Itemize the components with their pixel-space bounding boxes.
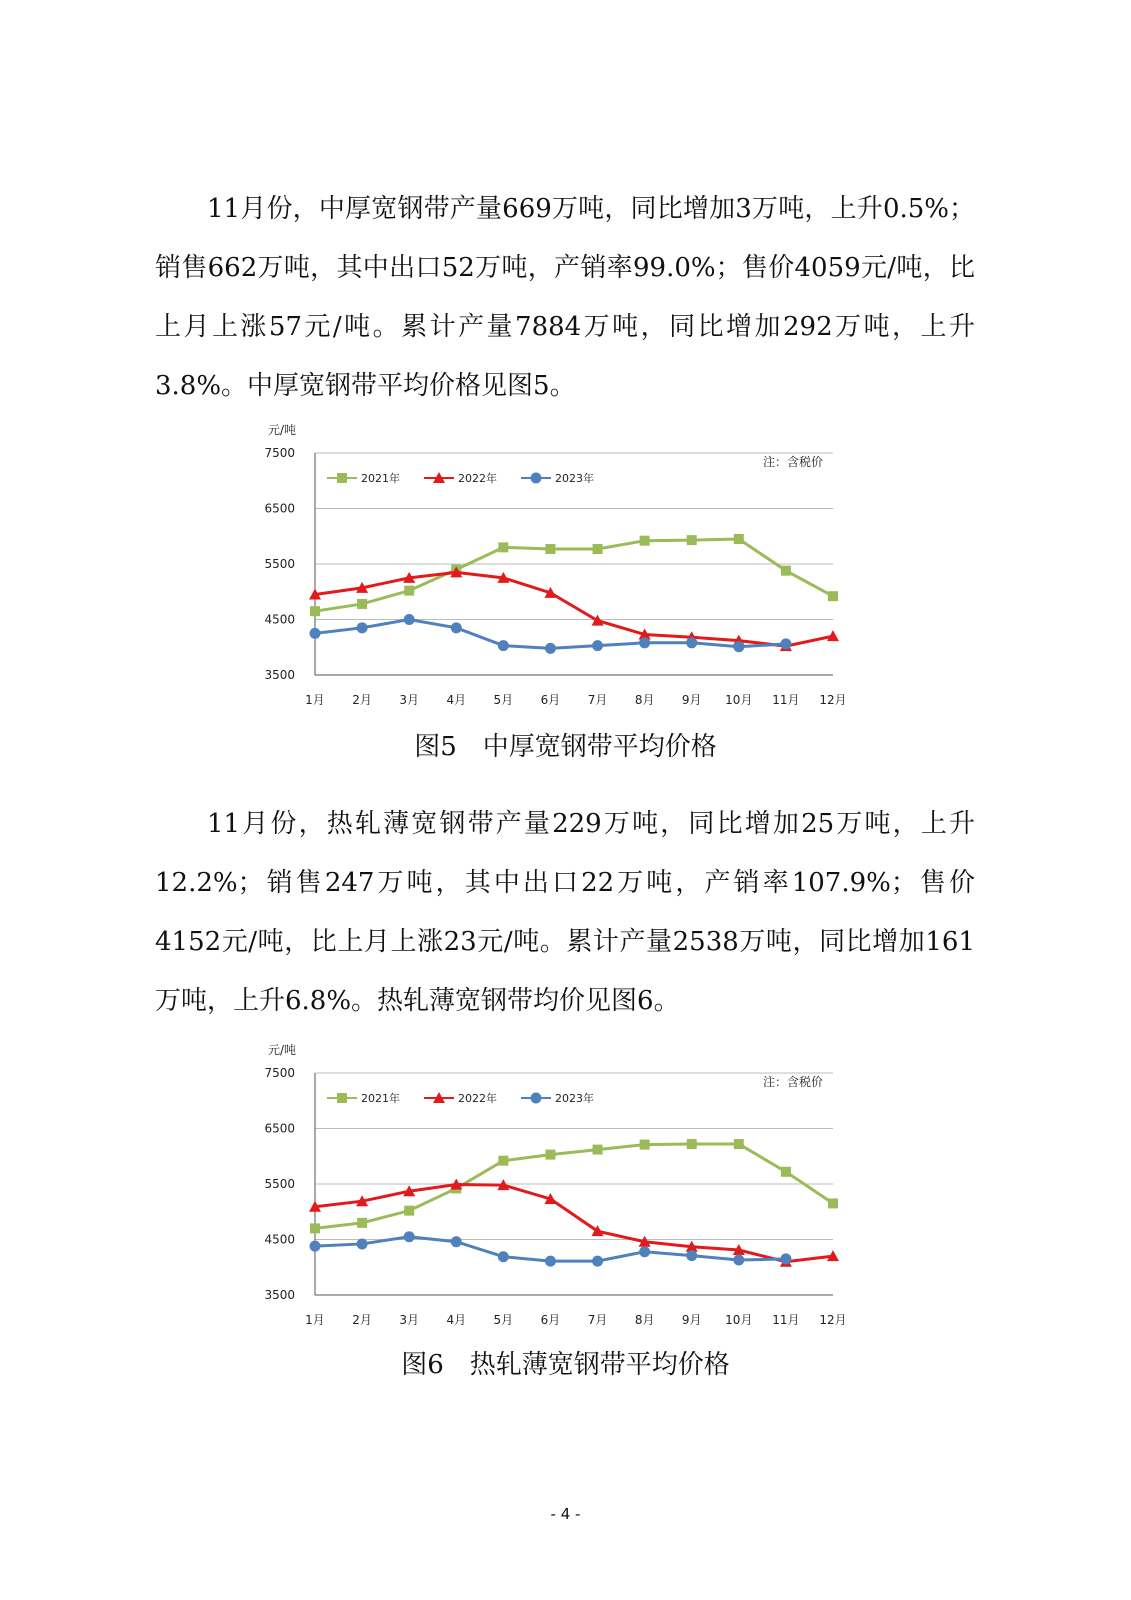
data-point — [592, 1256, 603, 1267]
x-tick-label: 3月 — [399, 1313, 420, 1327]
series — [309, 566, 839, 651]
data-point — [498, 1156, 508, 1166]
data-point — [545, 643, 556, 654]
data-point — [734, 1139, 744, 1149]
data-point — [498, 1251, 509, 1262]
x-tick-label: 10月 — [725, 693, 753, 707]
series — [310, 534, 838, 616]
data-point — [357, 622, 368, 633]
legend-label: 2023年 — [555, 1092, 594, 1105]
data-point — [781, 566, 791, 576]
data-point — [686, 1250, 697, 1261]
data-point — [592, 615, 604, 626]
x-tick-label: 9月 — [681, 1313, 702, 1327]
x-tick-label: 8月 — [634, 693, 655, 707]
legend-marker — [337, 473, 347, 483]
data-point — [640, 536, 650, 546]
y-tick-label: 4500 — [264, 612, 295, 627]
chart-hot-rolled-strip-price — [250, 1040, 870, 1340]
y-tick-label: 5500 — [264, 557, 295, 571]
data-point — [545, 544, 555, 554]
legend-label: 2022年 — [458, 472, 497, 485]
data-point — [828, 1198, 838, 1208]
data-point — [733, 641, 744, 652]
data-point — [498, 542, 508, 552]
chart-note: 注：含税价 — [762, 455, 823, 469]
x-tick-label: 8月 — [634, 1313, 655, 1327]
page-number: - 4 - — [550, 1505, 581, 1523]
data-point — [593, 1145, 603, 1155]
x-tick-label: 11月 — [772, 693, 800, 707]
legend-item — [327, 471, 400, 485]
chart-svg — [250, 1040, 870, 1340]
y-tick-label: 7500 — [264, 1066, 295, 1080]
series — [310, 1139, 838, 1233]
figure-6-caption: 图6 热轧薄宽钢带平均价格 — [401, 1350, 730, 1380]
data-point — [404, 586, 414, 596]
x-tick-label: 1月 — [305, 693, 325, 707]
legend-marker — [531, 473, 542, 484]
data-point — [310, 1241, 321, 1252]
data-point — [357, 599, 367, 609]
data-point — [404, 1206, 414, 1216]
legend-marker — [531, 1093, 542, 1104]
data-point — [687, 535, 697, 545]
data-point — [734, 534, 744, 544]
x-tick-label: 3月 — [399, 693, 420, 707]
data-point — [498, 640, 509, 651]
x-tick-label: 7月 — [587, 1313, 608, 1327]
x-tick-label: 4月 — [446, 693, 467, 707]
data-point — [828, 591, 838, 601]
chart-note: 注：含税价 — [762, 1075, 823, 1089]
data-point — [686, 637, 697, 648]
legend-item — [327, 1091, 400, 1105]
legend-label: 2023年 — [555, 472, 594, 485]
x-tick-label: 4月 — [446, 1313, 467, 1327]
series — [309, 1179, 839, 1267]
x-tick-label: 2月 — [352, 1313, 372, 1327]
data-point — [639, 637, 650, 648]
legend-item — [521, 471, 594, 485]
figure-5-caption: 图5 中厚宽钢带平均价格 — [414, 732, 717, 762]
x-tick-label: 11月 — [772, 1313, 800, 1327]
x-tick-label: 12月 — [819, 693, 847, 707]
series-line — [315, 1185, 833, 1262]
data-point — [545, 1150, 555, 1160]
y-tick-label: 4500 — [264, 1232, 295, 1247]
legend-label: 2021年 — [361, 1092, 400, 1105]
x-tick-label: 10月 — [725, 1313, 753, 1327]
y-tick-label: 3500 — [264, 1288, 295, 1302]
legend-label: 2022年 — [458, 1092, 497, 1105]
series-line — [315, 572, 833, 646]
x-tick-label: 5月 — [493, 1313, 514, 1327]
data-point — [639, 1246, 650, 1257]
x-tick-label: 2月 — [352, 693, 372, 707]
paragraph-plate-strip: 11月份，中厚宽钢带产量669万吨，同比增加3万吨，上升0.5%；销售662万吨，其中出口52万吨，产销率99.0%；售价4059元/吨，比上月上涨57元/吨。累计产量7884万吨，同比增加292万吨，上升3.8%。中厚宽钢带平均价格见图5。 — [155, 194, 975, 401]
y-axis-unit-label: 元/吨 — [268, 423, 297, 437]
y-tick-label: 5500 — [264, 1177, 295, 1191]
y-axis-unit-label: 元/吨 — [268, 1043, 297, 1057]
y-tick-label: 7500 — [264, 446, 295, 460]
data-point — [593, 544, 603, 554]
x-tick-label: 6月 — [540, 693, 561, 707]
chart-plate-strip-price — [250, 420, 870, 720]
data-point — [592, 640, 603, 651]
data-point — [640, 1140, 650, 1150]
data-point — [310, 628, 321, 639]
data-point — [451, 1236, 462, 1247]
x-tick-label: 12月 — [819, 1313, 847, 1327]
data-point — [781, 1167, 791, 1177]
series-line — [315, 539, 833, 611]
data-point — [733, 1255, 744, 1266]
y-tick-label: 6500 — [264, 501, 295, 516]
x-tick-label: 5月 — [493, 693, 514, 707]
data-point — [404, 614, 415, 625]
x-tick-label: 9月 — [681, 693, 702, 707]
data-point — [780, 638, 791, 649]
data-point — [310, 1223, 320, 1233]
legend-item — [424, 471, 497, 485]
x-tick-label: 7月 — [587, 693, 608, 707]
chart-svg — [250, 420, 870, 720]
legend-item — [521, 1091, 594, 1105]
y-tick-label: 6500 — [264, 1121, 295, 1136]
data-point — [780, 1253, 791, 1264]
data-point — [451, 622, 462, 633]
data-point — [310, 606, 320, 616]
data-point — [687, 1139, 697, 1149]
data-point — [357, 1218, 367, 1228]
x-tick-label: 6月 — [540, 1313, 561, 1327]
x-tick-label: 1月 — [305, 1313, 325, 1327]
data-point — [357, 1238, 368, 1249]
legend-item — [424, 1091, 497, 1105]
legend-marker — [337, 1093, 347, 1103]
data-point — [545, 1256, 556, 1267]
y-tick-label: 3500 — [264, 668, 295, 682]
legend-label: 2021年 — [361, 472, 400, 485]
data-point — [404, 1231, 415, 1242]
paragraph-hot-rolled-strip: 11月份，热轧薄宽钢带产量229万吨，同比增加25万吨，上升12.2%；销售247万吨，其中出口22万吨，产销率107.9%；售价4152元/吨，比上月上涨23元/吨。累计产量2538万吨，同比增加161万吨，上升6.8%。热轧薄宽钢带均价见图6。 — [155, 809, 975, 1016]
